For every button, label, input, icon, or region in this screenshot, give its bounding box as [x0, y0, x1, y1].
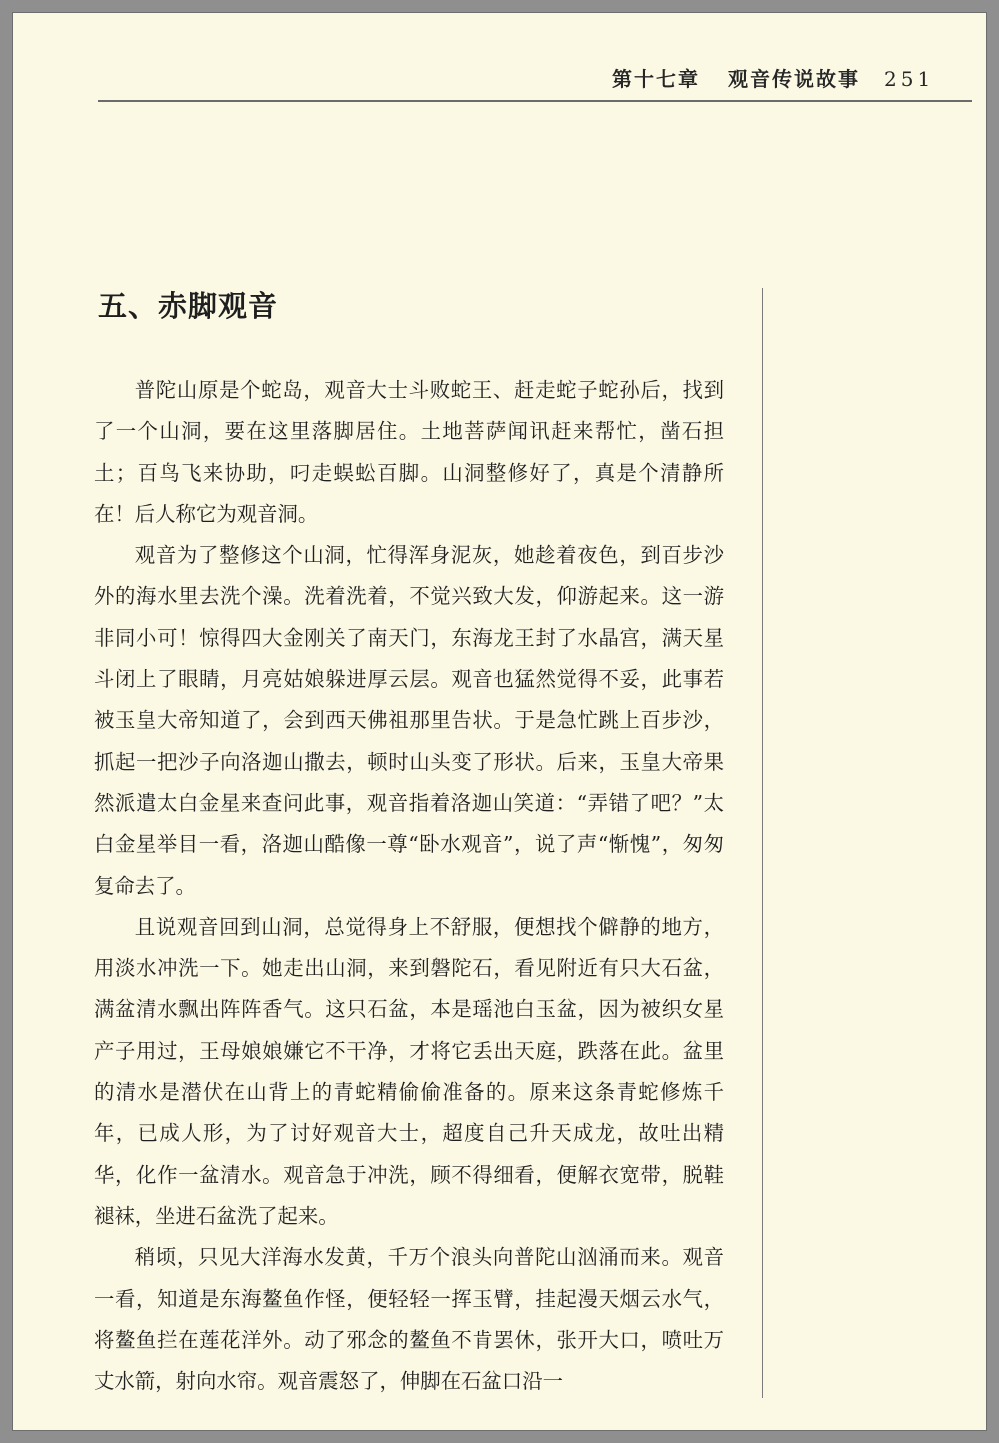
- paragraph: 稍顷，只见大洋海水发黄，千万个浪头向普陀山汹涌而来。观音一看，知道是东海鳌鱼作怪，便轻轻一挥玉臂，挂起漫天烟云水气，将鳌鱼拦在莲花洋外。动了邪念的鳌鱼不肯罢休，张开大口，喷吐万丈水箭，射向水帘。观音震怒了，伸脚在石盆口沿一: [94, 1245, 724, 1394]
- chapter-label: 第十七章: [612, 67, 700, 91]
- paragraph: 观音为了整修这个山洞，忙得浑身泥灰，她趁着夜色，到百步沙外的海水里去洗个澡。洗着洗着，不觉兴致大发，仰游起来。这一游非同小可！惊得四大金刚关了南天门，东海龙王封了水晶宫，满天星斗闭上了眼睛，月亮姑娘躲进厚云层。观音也猛然觉得不妥，此事若被玉皇大帝知道了，会到西天佛祖那里告状。于是急忙跳上百步沙，抓起一把沙子向洛迦山撒去，顿时山头变了形状。后来，玉皇大帝果然派遣太白金星来查问此事，观音指着洛迦山笑道：“弄错了吧？”太白金星举目一看，洛迦山酷像一尊“卧水观音”，说了声“惭愧”，匆匆复命去了。: [94, 543, 724, 898]
- header-rule: [98, 100, 972, 102]
- page-number: 251: [884, 67, 935, 91]
- margin-rule: [762, 288, 763, 1398]
- chapter-title: 观音传说故事: [728, 67, 860, 91]
- section-heading: 五、赤脚观音: [98, 289, 279, 323]
- running-header: [612, 63, 972, 92]
- body-text: [94, 370, 724, 1402]
- paragraph: 普陀山原是个蛇岛，观音大士斗败蛇王、赶走蛇子蛇孙后，找到了一个山洞，要在这里落脚居住。土地菩萨闻讯赶来帮忙，凿石担土；百鸟飞来协助，叼走蜈蚣百脚。山洞整修好了，真是个清静所在！后人称它为观音洞。: [94, 378, 724, 526]
- paragraph: 且说观音回到山洞，总觉得身上不舒服，便想找个僻静的地方，用淡水冲洗一下。她走出山洞，来到磐陀石，看见附近有只大石盆，满盆清水飘出阵阵香气。这只石盆，本是瑶池白玉盆，因为被织女星产子用过，王母娘娘嫌它不干净，才将它丢出天庭，跌落在此。盆里的清水是潜伏在山背上的青蛇精偷偷准备的。原来这条青蛇修炼千年，已成人形，为了讨好观音大士，超度自己升天成龙，故吐出精华，化作一盆清水。观音急于冲洗，顾不得细看，便解衣宽带，脱鞋褪袜，坐进石盆洗了起来。: [94, 914, 724, 1228]
